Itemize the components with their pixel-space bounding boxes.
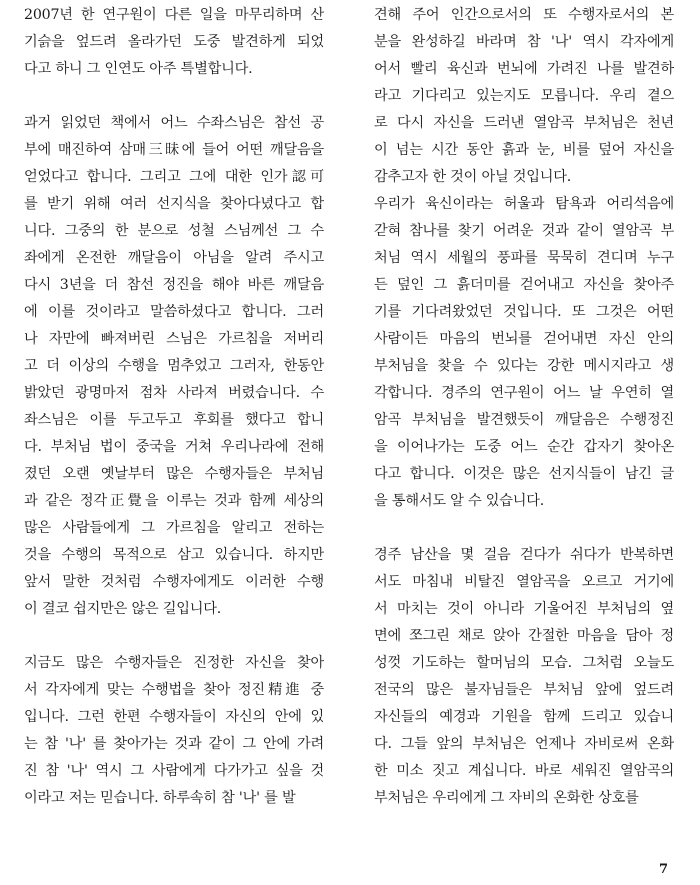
text-line: 밝았던 광명마저 점차 사라져 버렸습니다. 수 [24, 385, 324, 401]
text-line: 견해 주어 인간으로서의 또 수행자로서의 본 [374, 7, 674, 23]
paragraph-gap [24, 83, 324, 110]
text-line: 갇혀 참나를 찾기 어려운 것과 같이 열암곡 부 [374, 223, 674, 239]
text-line: 이라고 저는 믿습니다. 하루속히 참 '나' 를 발 [24, 790, 296, 806]
text-line: 다. 그들 앞의 부처님은 언제나 자비로써 온화 [374, 736, 674, 752]
text-line: 2007년 한 연구원이 다른 일을 마무리하며 산 [24, 7, 324, 23]
paragraph [24, 110, 324, 623]
text-line: 부처님은 우리에게 그 자비의 온화한 상호를 [374, 790, 639, 806]
text-line: 좌에게 온전한 깨달음이 아님을 알려 주시고 [24, 250, 324, 266]
text-line: 이 결코 쉽지만은 않은 길입니다. [24, 601, 222, 617]
paragraph-gap [24, 623, 324, 650]
text-line: 고 더 이상의 수행을 멈추었고 그러자, 한동안 [24, 358, 324, 374]
text-line: 기슭을 엎드려 올라가던 도중 발견하게 되었 [24, 34, 324, 50]
text-line: 얻었다고 합니다. 그리고 그에 대한 인가認可 [24, 169, 324, 185]
text-line: 부처님을 찾을 수 있다는 강한 메시지라고 생 [374, 358, 674, 374]
text-line: 다시 3년을 더 참선 정진을 해야 바른 깨달음 [24, 277, 324, 293]
text-line: 전국의 많은 불자님들은 부처님 앞에 엎드려 [374, 682, 674, 698]
text-line: 우리가 육신이라는 허울과 탐욕과 어리석음에 [374, 196, 674, 212]
text-line: 에 이를 것이라고 말씀하셨다고 합니다. 그러 [24, 304, 324, 320]
text-line: 각합니다. 경주의 연구원이 어느 날 우연히 열 [374, 385, 674, 401]
text-line: 좌스님은 이를 두고두고 후회를 했다고 합니 [24, 412, 324, 428]
text-line: 졌던 오랜 옛날부터 많은 수행자들은 부처님 [24, 466, 324, 482]
right-column [374, 2, 674, 812]
text-line: 는 참 '나' 를 찾아가는 것과 같이 그 안에 가려 [24, 736, 324, 752]
text-line: 성껏 기도하는 할머님의 모습. 그처럼 오늘도 [374, 655, 674, 671]
paragraph [374, 542, 674, 812]
text-line: 을 통해서도 알 수 있습니다. [374, 493, 545, 509]
text-line: 부에 매진하여 삼매三昧에 들어 어떤 깨달음을 [24, 142, 324, 158]
text-line: 경주 남산을 몇 걸음 걷다가 쉬다가 반복하면 [374, 547, 674, 563]
text-line: 앞서 말한 것처럼 수행자에게도 이러한 수행 [24, 574, 324, 590]
text-line: 다. 부처님 법이 중국을 거쳐 우리나라에 전해 [24, 439, 324, 455]
text-line: 것을 수행의 목적으로 삼고 있습니다. 하지만 [24, 547, 324, 563]
text-line: 과 같은 정각正覺을 이루는 것과 함께 세상의 [24, 493, 324, 509]
text-line: 감추고자 한 것이 아닐 것입니다. [374, 169, 572, 185]
text-line: 니다. 그중의 한 분으로 성철 스님께선 그 수 [24, 223, 324, 239]
page-number: 7 [658, 862, 668, 877]
text-line: 나 자만에 빠져버린 스님은 가르침을 저버리 [24, 331, 324, 347]
text-line: 암곡 부처님을 발견했듯이 깨달음은 수행정진 [374, 412, 674, 428]
text-line: 한 미소 짓고 계십니다. 바로 세워진 열암곡의 [374, 763, 674, 779]
text-line: 어서 빨리 육신과 번뇌에 가려진 나를 발견하 [374, 61, 674, 77]
text-line: 입니다. 그런 한편 수행자들이 자신의 안에 있 [24, 709, 324, 725]
text-line: 면에 쪼그린 채로 앉아 간절한 마음을 담아 정 [374, 628, 674, 644]
text-line: 기를 기다려왔었던 것입니다. 또 그것은 어떤 [374, 304, 674, 320]
text-line: 과거 읽었던 책에서 어느 수좌스님은 참선 공 [24, 115, 324, 131]
text-line: 진 참 '나' 역시 그 사람에게 다가가고 싶을 것 [24, 763, 324, 779]
paragraph [374, 2, 674, 515]
text-line: 를 받기 위해 여러 선지식을 찾아다녔다고 합 [24, 196, 324, 212]
text-line: 사람이든 마음의 번뇌를 걷어내면 자신 안의 [374, 331, 674, 347]
paragraph [24, 2, 324, 83]
text-line: 분을 완성하길 바라며 참 '나' 역시 각자에게 [374, 34, 674, 50]
left-column [24, 2, 324, 812]
text-line: 서 마치는 것이 아니라 기울어진 부처님의 옆 [374, 601, 674, 617]
text-line: 서도 마침내 비탈진 열암곡을 오르고 거기에 [374, 574, 674, 590]
text-line: 이 넘는 시간 동안 흙과 눈, 비를 덮어 자신을 [374, 142, 674, 158]
text-line: 서 각자에게 맞는 수행법을 찾아 정진精進 중 [24, 682, 324, 698]
text-line: 을 이어나가는 도중 어느 순간 갑자기 찾아온 [374, 439, 674, 455]
paragraph-gap [374, 515, 674, 542]
paragraph [24, 650, 324, 812]
text-line: 지금도 많은 수행자들은 진정한 자신을 찾아 [24, 655, 324, 671]
text-line: 자신들의 예경과 기원을 함께 드리고 있습니 [374, 709, 674, 725]
text-line: 많은 사람들에게 그 가르침을 알리고 전하는 [24, 520, 324, 536]
text-line: 라고 기다리고 있는지도 모릅니다. 우리 곁으 [374, 88, 674, 104]
text-line: 처님 역시 세월의 풍파를 묵묵히 견디며 누구 [374, 250, 674, 266]
text-line: 로 다시 자신을 드러낸 열암곡 부처님은 천년 [374, 115, 674, 131]
text-line: 다고 합니다. 이것은 많은 선지식들이 남긴 글 [374, 466, 674, 482]
text-line: 든 덮인 그 흙더미를 걷어내고 자신을 찾아주 [374, 277, 674, 293]
text-line: 다고 하니 그 인연도 아주 특별합니다. [24, 61, 253, 77]
